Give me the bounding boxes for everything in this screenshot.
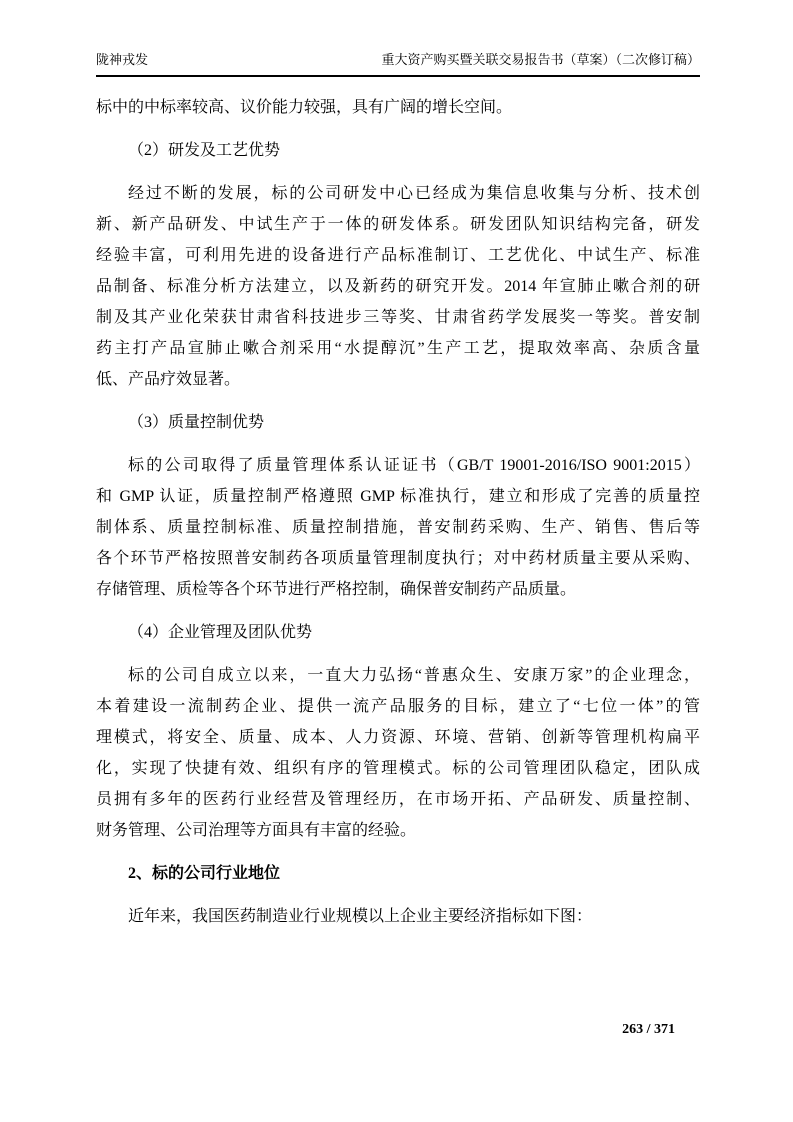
- paragraph: [96, 660, 700, 846]
- text-line: 本着建设一流制药企业、提供一流产品服务的目标，建立了“七位一体”的管: [96, 698, 700, 715]
- text-line: 标的公司自成立以来，一直大力弘扬“普惠众生、安康万家”的企业理念，: [128, 667, 700, 684]
- heading-line: （3）质量控制优势: [128, 414, 265, 431]
- text-line: 经验丰富，可利用先进的设备进行产品标准制订、工艺优化、中试生产、标准: [96, 247, 700, 264]
- text-line: 标的公司取得了质量管理体系认证证书（GB/T 19001-2016/ISO 9001:2015）: [128, 457, 700, 474]
- text-line: 员拥有多年的医药行业经营及管理经历，在市场开拓、产品研发、质量控制、: [96, 791, 700, 808]
- paragraph: [96, 92, 700, 123]
- text-line: 化，实现了快捷有效、组织有序的管理模式。标的公司管理团队稳定，团队成: [96, 760, 700, 777]
- text-line: 经过不断的发展，标的公司研发中心已经成为集信息收集与分析、技术创: [128, 185, 700, 202]
- section-heading: [96, 407, 700, 438]
- text-line: 各个环节严格按照普安制药各项质量管理制度执行；对中药材质量主要从采购、: [96, 550, 700, 567]
- text-line: 存储管理、质检等各个环节进行严格控制，确保普安制药产品质量。: [96, 581, 577, 598]
- heading-line: （2）研发及工艺优势: [128, 142, 281, 159]
- text-line: 近年来，我国医药制造业行业规模以上企业主要经济指标如下图：: [128, 908, 593, 925]
- page-number: 263 / 371: [622, 1022, 675, 1037]
- heading-line: 2、标的公司行业地位: [128, 865, 281, 882]
- text-line: 新、新产品研发、中试生产于一体的研发体系。研发团队知识结构完备，研发: [96, 216, 700, 233]
- section-heading: [96, 617, 700, 648]
- text-line: 品制备、标准分析方法建立，以及新药的研究开发。2014 年宣肺止嗽合剂的研: [96, 278, 700, 295]
- document-body: [96, 92, 700, 944]
- text-line: 和 GMP 认证，质量控制严格遵照 GMP 标准执行，建立和形成了完善的质量控: [96, 488, 700, 505]
- section-heading: [96, 858, 700, 889]
- section-heading: [96, 135, 700, 166]
- text-line: 理模式，将安全、质量、成本、人力资源、环境、营销、创新等管理机构扁平: [96, 729, 700, 746]
- text-line: 制及其产业化荣获甘肃省科技进步三等奖、甘肃省药学发展奖一等奖。普安制: [96, 309, 700, 326]
- paragraph: [96, 901, 700, 932]
- text-line: 低、产品疗效显著。: [96, 371, 241, 388]
- heading-line: （4）企业管理及团队优势: [128, 624, 313, 641]
- paragraph: [96, 450, 700, 605]
- header-company-name: 陇神戎发: [96, 52, 149, 67]
- paragraph: [96, 178, 700, 395]
- header-report-title: 重大资产购买暨关联交易报告书（草案）（二次修订稿）: [381, 52, 700, 67]
- text-line: 财务管理、公司治理等方面具有丰富的经验。: [96, 822, 417, 839]
- page-header: [96, 52, 700, 77]
- text-line: 药主打产品宣肺止嗽合剂采用“水提醇沉”生产工艺，提取效率高、杂质含量: [96, 340, 700, 357]
- text-line: 标中的中标率较高、议价能力较强，具有广阔的增长空间。: [96, 99, 513, 116]
- text-line: 制体系、质量控制标准、质量控制措施，普安制药采购、生产、销售、售后等: [96, 519, 700, 536]
